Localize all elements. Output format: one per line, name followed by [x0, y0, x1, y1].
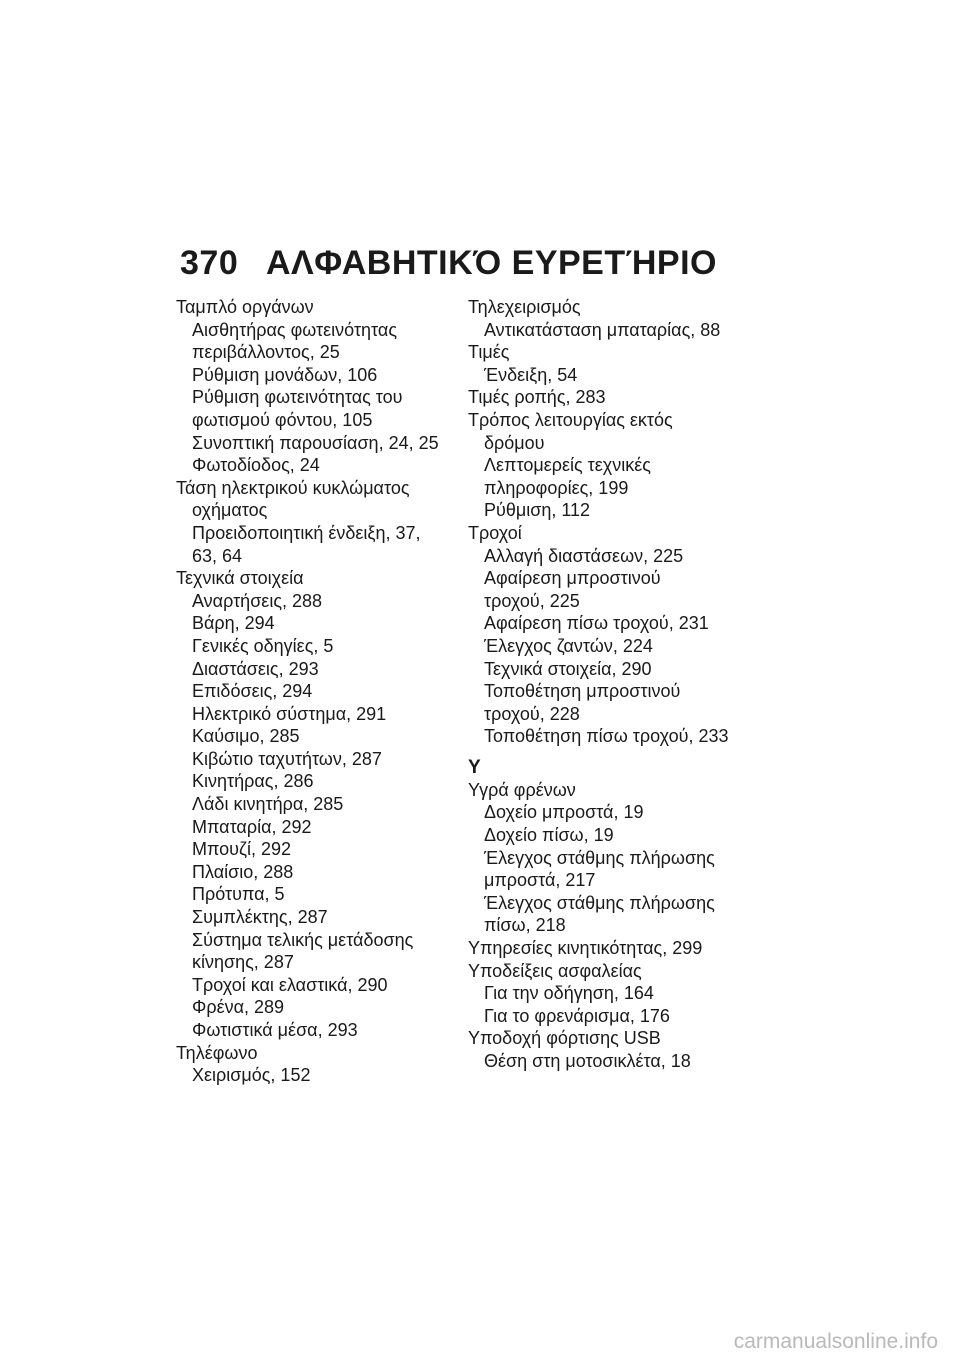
index-subentry: Φωτοδίοδος, 24	[192, 455, 320, 476]
index-subentry: πίσω, 218	[484, 915, 566, 936]
index-subentry: Ρύθμιση μονάδων, 106	[192, 364, 378, 385]
index-subentry: 63, 64	[192, 545, 243, 566]
index-entry: Τηλέφωνο	[176, 1042, 258, 1063]
index-entry: Υπηρεσίες κινητικότητας, 299	[468, 938, 703, 959]
index-column-right	[468, 296, 768, 1073]
index-subentry: Τεχνικά στοιχεία, 290	[484, 658, 652, 679]
index-subentry: Επιδόσεις, 294	[192, 681, 313, 702]
index-subentry: Ηλεκτρικό σύστημα, 291	[192, 703, 387, 724]
index-subentry: φωτισμού φόντου, 105	[192, 409, 373, 430]
index-subentry: Αλλαγή διαστάσεων, 225	[484, 545, 684, 566]
index-subentry: Διαστάσεις, 293	[192, 658, 319, 679]
index-subentry: Έλεγχος στάθμης πλήρωσης	[484, 892, 715, 913]
index-subentry: Δοχείο πίσω, 19	[484, 825, 614, 846]
index-subentry: Φρένα, 289	[192, 997, 285, 1018]
index-subentry: Για την οδήγηση, 164	[484, 983, 654, 1004]
index-subentry: Λεπτομερείς τεχνικές	[484, 455, 651, 476]
index-subentry: δρόμου	[484, 432, 545, 453]
index-subentry: Χειρισμός, 152	[192, 1065, 311, 1086]
index-subentry: Αφαίρεση μπροστινού	[484, 568, 661, 589]
index-subentry: Μπαταρία, 292	[192, 816, 312, 837]
index-column-left	[176, 296, 466, 1087]
index-subentry: Έλεγχος ζαντών, 224	[484, 635, 653, 656]
watermark: carmanualsonline.info	[733, 1330, 938, 1353]
index-subentry: Ρύθμιση, 112	[484, 500, 591, 521]
index-subentry: περιβάλλοντος, 25	[192, 342, 340, 363]
index-entry: Υποδείξεις ασφαλείας	[468, 960, 642, 981]
index-subentry: τροχού, 228	[484, 703, 580, 724]
index-subentry: Ένδειξη, 54	[484, 364, 578, 385]
index-letter-heading: Υ	[468, 756, 481, 778]
index-subentry: οχήματος	[192, 500, 268, 521]
index-entry: Τηλεχειρισμός	[468, 297, 581, 317]
index-subentry: μπροστά, 217	[484, 870, 596, 891]
index-subentry: Τοποθέτηση πίσω τροχού, 233	[484, 726, 729, 747]
index-subentry: Λάδι κινητήρα, 285	[192, 794, 344, 815]
index-subentry: Καύσιμο, 285	[192, 726, 300, 747]
index-subentry: Συνοπτική παρουσίαση, 24, 25	[192, 432, 439, 453]
page-number: 370	[180, 244, 239, 282]
index-subentry: τροχού, 225	[484, 590, 580, 611]
index-subentry: κίνησης, 287	[192, 952, 294, 973]
index-subentry: Γενικές οδηγίες, 5	[192, 635, 334, 656]
index-subentry: Θέση στη μοτοσικλέτα, 18	[484, 1051, 691, 1071]
index-subentry: Προειδοποιητική ένδειξη, 37,	[192, 522, 421, 543]
index-entry: Τιμές ροπής, 283	[468, 387, 606, 408]
index-subentry: Αναρτήσεις, 288	[192, 590, 323, 611]
index-entry: Τροχοί	[468, 522, 522, 543]
index-subentry: πληροφορίες, 199	[484, 477, 629, 498]
index-subentry: Τοποθέτηση μπροστινού	[484, 681, 681, 702]
index-subentry: Έλεγχος στάθμης πλήρωσης	[484, 847, 715, 868]
index-subentry: Για το φρενάρισμα, 176	[484, 1005, 670, 1026]
index-subentry: Βάρη, 294	[192, 613, 275, 634]
index-subentry: Φωτιστικά μέσα, 293	[192, 1020, 358, 1040]
index-entry: Υγρά φρένων	[468, 779, 576, 800]
index-subentry: Τροχοί και ελαστικά, 290	[192, 974, 388, 995]
index-subentry: Ρύθμιση φωτεινότητας του	[192, 387, 403, 408]
index-entry: Τεχνικά στοιχεία	[176, 568, 304, 589]
index-subentry: Σύστημα τελικής μετάδοσης	[192, 929, 414, 950]
index-entry: Τρόπος λειτουργίας εκτός	[468, 409, 673, 430]
index-subentry: Δοχείο μπροστά, 19	[484, 802, 644, 823]
index-subentry: Αφαίρεση πίσω τροχού, 231	[484, 613, 709, 634]
index-subentry: Κιβώτιο ταχυτήτων, 287	[192, 748, 382, 769]
index-entry: Υποδοχή φόρτισης USB	[468, 1028, 661, 1049]
index-subentry: Κινητήρας, 286	[192, 771, 314, 792]
index-entry: Τιμές	[468, 342, 510, 363]
index-subentry: Συμπλέκτης, 287	[192, 907, 328, 928]
index-entry: Ταμπλό οργάνων	[176, 297, 314, 317]
index-subentry: Πλαίσιο, 288	[192, 861, 294, 882]
page-header	[180, 244, 717, 283]
page-title: ΑΛΦΑΒΗΤΙΚΌ ΕΥΡΕΤΉΡΙΟ	[266, 244, 717, 282]
index-subentry: Μπουζί, 292	[192, 839, 291, 860]
index-subentry: Πρότυπα, 5	[192, 884, 285, 905]
index-subentry: Αντικατάσταση μπαταρίας, 88	[484, 319, 721, 340]
index-subentry: Αισθητήρας φωτεινότητας	[192, 319, 397, 340]
index-entry: Τάση ηλεκτρικού κυκλώματος	[176, 477, 410, 498]
